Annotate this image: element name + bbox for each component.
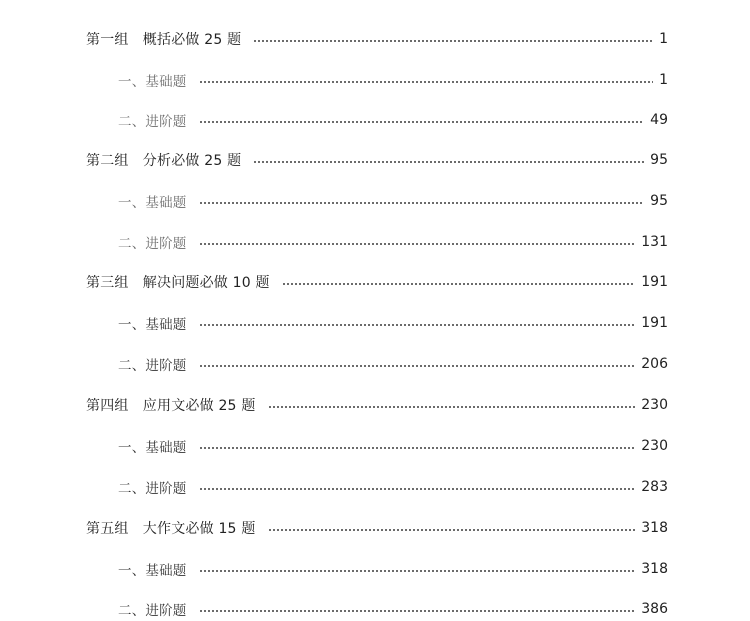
toc-section-title: 二、进阶题 <box>118 236 187 252</box>
toc-group-4-advanced[interactable] <box>118 475 668 499</box>
toc-section-title: 一、基础题 <box>118 74 187 90</box>
toc-group-title: 第五组 大作文必做 15 题 <box>86 521 256 537</box>
toc-dot-leader <box>199 243 636 245</box>
toc-dot-leader <box>199 202 645 204</box>
toc-dot-leader <box>253 161 644 163</box>
toc-dot-leader <box>199 81 654 83</box>
toc-group-5-advanced[interactable] <box>118 597 668 621</box>
toc-section-title: 一、基础题 <box>118 440 187 456</box>
toc-page-number: 206 <box>641 356 668 372</box>
toc-group-5-basic[interactable] <box>118 557 668 581</box>
toc-group-3-basic[interactable] <box>118 311 668 335</box>
toc-page-number: 95 <box>650 152 668 168</box>
toc-page-number: 230 <box>641 438 668 454</box>
toc-section-title: 二、进阶题 <box>118 114 187 130</box>
toc-section-title: 二、进阶题 <box>118 358 187 374</box>
toc-dot-leader <box>268 529 636 531</box>
toc-group-1-basic[interactable] <box>118 68 668 92</box>
toc-group-1-advanced[interactable] <box>118 108 668 132</box>
toc-section-title: 一、基础题 <box>118 317 187 333</box>
toc-page-number: 386 <box>641 601 668 617</box>
toc-dot-leader <box>253 40 653 42</box>
toc-dot-leader <box>199 121 645 123</box>
toc-group-title: 第二组 分析必做 25 题 <box>86 153 242 169</box>
toc-group-4-basic[interactable] <box>118 434 668 458</box>
toc-group-4[interactable] <box>86 393 668 417</box>
toc-group-2-advanced[interactable] <box>118 230 668 254</box>
toc-page-number: 1 <box>659 72 668 88</box>
toc-group-2[interactable] <box>86 148 668 172</box>
toc-group-2-basic[interactable] <box>118 189 668 213</box>
toc-dot-leader <box>199 447 636 449</box>
toc-page-number: 191 <box>641 274 668 290</box>
toc-section-title: 二、进阶题 <box>118 481 187 497</box>
toc-page-number: 95 <box>650 193 668 209</box>
toc-dot-leader <box>199 488 636 490</box>
toc-page-number: 131 <box>641 234 668 250</box>
toc-page-number: 318 <box>641 520 668 536</box>
toc-page-number: 283 <box>641 479 668 495</box>
toc-page-number: 230 <box>641 397 668 413</box>
toc-page-number: 1 <box>659 31 668 47</box>
toc-section-title: 一、基础题 <box>118 563 187 579</box>
toc-dot-leader <box>268 406 636 408</box>
toc-group-5[interactable] <box>86 516 668 540</box>
toc-dot-leader <box>199 570 636 572</box>
toc-group-3-advanced[interactable] <box>118 352 668 376</box>
toc-section-title: 一、基础题 <box>118 195 187 211</box>
toc-page-number: 49 <box>650 112 668 128</box>
toc-group-3[interactable] <box>86 270 668 294</box>
toc-group-title: 第一组 概括必做 25 题 <box>86 32 242 48</box>
toc-group-title: 第四组 应用文必做 25 题 <box>86 398 256 414</box>
toc-group-title: 第三组 解决问题必做 10 题 <box>86 275 270 291</box>
toc-dot-leader <box>199 365 636 367</box>
toc-page-number: 318 <box>641 561 668 577</box>
toc-dot-leader <box>282 283 636 285</box>
toc-section-title: 二、进阶题 <box>118 603 187 619</box>
toc-page-number: 191 <box>641 315 668 331</box>
toc-group-1[interactable] <box>86 27 668 51</box>
toc-dot-leader <box>199 324 636 326</box>
